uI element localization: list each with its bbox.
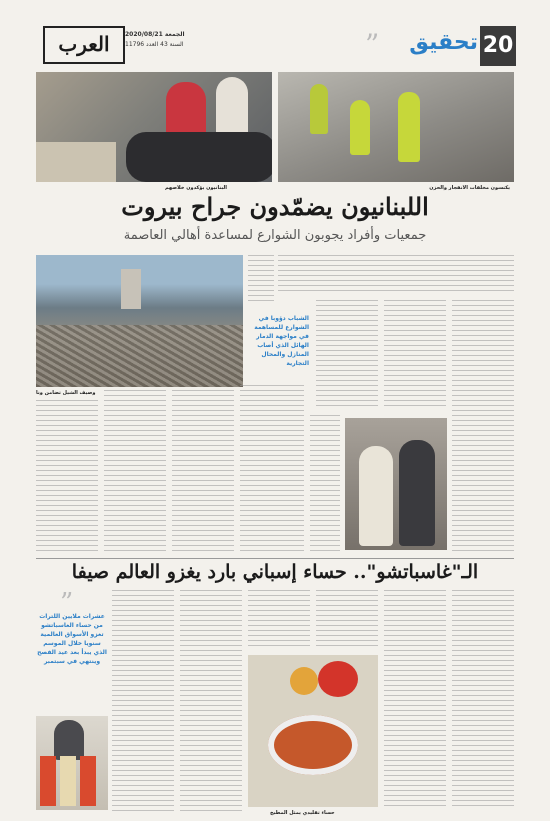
issue-number: السنة 43 العدد 11796: [125, 41, 184, 48]
photo-caption-right: يكنسون مخلفات الانفجار والحزن: [429, 185, 510, 191]
pull-quote: الشباب دؤوبا في الشوارع للمساهمة في مواجهة الدمار الهائل الذي أصاب المنازل والمحال التجارية: [254, 315, 309, 367]
silo-structure: [121, 269, 141, 309]
worker-figure: [350, 100, 370, 155]
bottom-headline: الـ"غاسباتشو".. حساء إسباني بارد يغزو العالم صيفا: [71, 561, 479, 583]
beirut-port-photo: [36, 255, 243, 387]
mid-caption: وصيف الشيل تضامن ونا: [36, 390, 96, 396]
volunteers-sorting-photo: [36, 72, 272, 182]
soup-bowl: [268, 715, 358, 775]
page-number-box: 20: [480, 26, 516, 66]
volunteers-photo: [345, 418, 447, 550]
article-column: [452, 300, 514, 555]
article-column: [278, 255, 514, 295]
article-column: [248, 590, 310, 650]
article-column: [112, 590, 174, 815]
article-column: [384, 300, 446, 410]
table: [36, 142, 116, 182]
article-column: [240, 385, 304, 555]
section-title: تحقيق: [409, 30, 478, 55]
rubble: [36, 325, 243, 387]
photo-caption-left: البنانيون يؤكدون خلاصهم: [165, 185, 227, 191]
issue-date: الجمعة 2020/08/21: [125, 31, 185, 38]
trash-bags: [126, 132, 272, 182]
bottom-pull-quote: عشرات ملايين اللترات من حساء الغاسباتشو تغزو الأسواق العالمية سنويا خلال الموسم الذي يبدأ بعد عيد الفصح وينتهي في سبتمبر: [37, 613, 107, 665]
worker-figure: [398, 92, 420, 162]
article-column: [316, 590, 378, 650]
person-figure: [399, 440, 435, 546]
workers-sweeping-photo: [278, 72, 514, 182]
worker-figure: [310, 84, 328, 134]
product-bottle: [80, 756, 96, 806]
product-bottle: [40, 756, 56, 806]
article-column: [452, 590, 514, 810]
product-bottle: [60, 756, 76, 806]
article-column: [180, 590, 242, 815]
article-column: [316, 300, 378, 410]
gazpacho-products-photo: [36, 716, 108, 810]
main-headline: اللبنانيون يضمّدون جراح بيروت: [121, 192, 429, 221]
article-column: [384, 590, 446, 810]
subheadline: جمعيات وأفراد يجوبون الشوارع لمساعدة أهالي العاصمة: [123, 228, 427, 243]
soup-caption: حساء تقليدي يمثل المطبخ: [270, 810, 335, 816]
section-divider: [36, 558, 514, 559]
quote-mark-icon: ”: [60, 588, 74, 618]
article-column: [36, 400, 98, 555]
tomato: [290, 667, 318, 695]
person-figure: [54, 720, 84, 760]
tomato: [318, 661, 358, 697]
gazpacho-photo: [248, 655, 378, 807]
article-column: [104, 390, 166, 555]
masthead: [0, 0, 550, 72]
person-figure: [359, 446, 393, 546]
article-column: [248, 255, 274, 305]
article-column: [310, 415, 340, 555]
logo: العرب: [43, 26, 125, 64]
article-column: [172, 390, 234, 555]
quote-mark-icon: ”: [365, 28, 380, 61]
